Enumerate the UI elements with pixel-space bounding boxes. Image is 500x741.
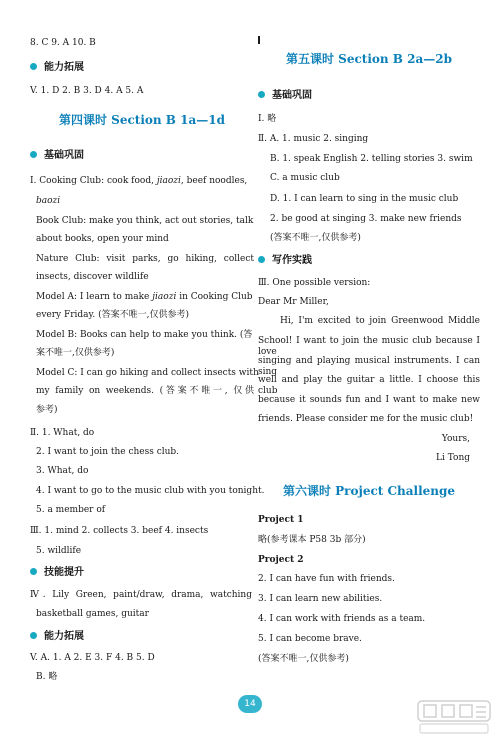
answer-line: 5. I can become brave. [258,634,362,644]
page-number: 14 [238,695,262,713]
answer-line: Ⅳ. Lily Green, paint/draw, drama, watching [30,590,252,600]
bullet-dot-icon [30,632,37,639]
answer-line: Nature Club: visit parks, go hiking, collect [36,254,254,264]
answer-line: B. 1. speak English 2. telling stories 3. swim [270,154,473,164]
answer-line: 3. I can learn new abilities. [258,594,383,604]
answer-line: 4. I want to go to the music club with you tonight. [36,486,265,496]
answer-line: 略(参考课本 P58 3b 部分) [258,535,366,545]
answer-line: 5. wildlife [36,546,82,556]
letter-line: well and play the guitar a little. I choose this club [258,375,480,397]
answer-line: (答案不唯一,仅供参考) [270,233,361,243]
answer-line: 3. What, do [36,466,89,476]
answer-line: Ⅰ. Cooking Club: cook food, jiaozi, beef noodles, [30,176,248,186]
answer-line: Ⅱ. 1. What, do [30,428,95,438]
bullet-dot-icon [30,568,37,575]
watermark-logo-icon [414,698,494,736]
answer-line: Model B: Books can help to make you think. (答 [36,330,253,340]
answer-line: basketball games, guitar [36,609,149,619]
letter-line: School! I want to join the music club because I love [258,336,480,358]
answer-line: Ⅱ. A. 1. music 2. singing [258,134,369,144]
answer-line: 2. be good at singing 3. make new friends [270,214,462,224]
answer-line: 4. I can work with friends as a team. [258,614,426,624]
letter-closing: Yours, [441,434,470,444]
answer-line: 案不唯一,仅供参考) [36,348,115,358]
answer-line: Book Club: make you think, act out stories, talk [36,216,254,226]
answer-line: 2. I can have fun with friends. [258,574,395,584]
answer-line: Model C: I can go hiking and collect insects with [36,368,259,378]
answer-line: insects, discover wildlife [36,272,149,282]
letter-line: singing and playing musical instruments. I can sing [258,356,480,378]
project-heading: Project 1 [258,515,304,525]
lesson-title-4: 第四课时 Section B 1a—1d [59,113,225,127]
letter-line: because it sounds fun and I want to make new [258,395,480,405]
section-heading-writing: 写作实践 [258,255,312,268]
letter-line: Dear Mr Miller, [258,297,329,307]
answer-line: Ⅰ. 略 [258,114,277,124]
bullet-dot-icon [258,91,265,98]
column-marker [258,36,260,44]
section-heading-ability: 能力拓展 [30,62,84,75]
letter-line: friends. Please consider me for the music club! [258,414,474,424]
project-heading: Project 2 [258,555,304,565]
answer-line: C. a music club [270,173,340,183]
answer-line: 8. C 9. A 10. B [30,38,96,48]
answer-line: 2. I want to join the chess club. [36,447,180,457]
section-heading-basic: 基础巩固 [258,90,312,103]
answer-line: 参考) [36,405,58,415]
answer-line: baozi [36,196,61,206]
lesson-title-5: 第五课时 Section B 2a—2b [286,52,452,66]
section-heading-skill: 技能提升 [30,567,84,580]
answer-line: (答案不唯一,仅供参考) [258,654,349,664]
answer-line: Ⅲ. 1. mind 2. collects 3. beef 4. insects [30,526,209,536]
letter-signature: Li Tong [436,453,470,463]
answer-line: V. A. 1. A 2. E 3. F 4. B 5. D [30,653,155,663]
section-heading-ability: 能力拓展 [30,631,84,644]
answer-line: about books, open your mind [36,234,169,244]
bullet-dot-icon [30,63,37,70]
lesson-title-6: 第六课时 Project Challenge [282,484,456,498]
answer-line: D. 1. I can learn to sing in the music club [270,194,459,204]
answer-line: Ⅲ. One possible version: [258,278,371,288]
answer-line: Model A: I learn to make jiaozi in Cooking Club [36,292,253,302]
section-heading-basic: 基础巩固 [30,150,84,163]
answer-line: every Friday. (答案不唯一,仅供参考) [36,310,190,320]
letter-line: Hi, I'm excited to join Greenwood Middle [280,316,480,326]
answer-line: my family on weekends. (答案不唯一, 仅供 [36,386,254,396]
answer-line: B. 略 [36,672,58,682]
answer-line: 5. a member of [36,505,106,515]
answer-line: V. 1. D 2. B 3. D 4. A 5. A [30,86,144,96]
bullet-dot-icon [258,256,265,263]
bullet-dot-icon [30,151,37,158]
